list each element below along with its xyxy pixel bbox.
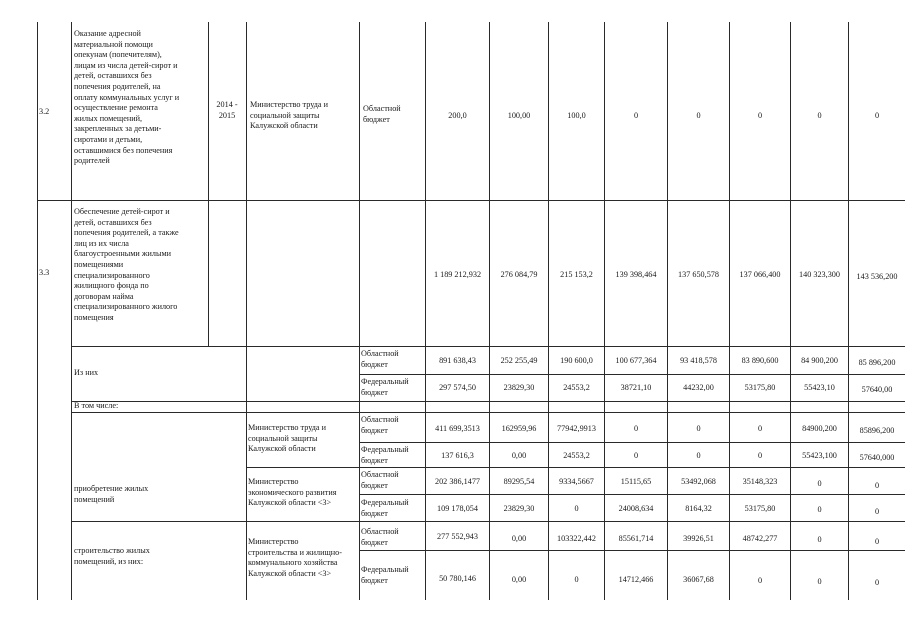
stroitelstvo-oblast-value: 48742,277 [742, 534, 778, 543]
iz-nih-oblast-value: 84 900,200 [801, 356, 838, 365]
stroitelstvo-label: строительство жилых помещений, из них: [74, 546, 150, 566]
row-3-2-value: 0 [633, 111, 639, 120]
iz-nih-federal-value: 44232,00 [683, 383, 714, 392]
stroitelstvo-federal-value: 36067,68 [683, 575, 714, 584]
stroitelstvo-federal-value: 0 [874, 578, 880, 587]
row-3-3-value: 276 084,79 [500, 270, 538, 279]
row-3-3-value: 140 323,300 [799, 270, 840, 279]
priobretenie-oblast-value: 53492,068 [681, 477, 716, 486]
iz-nih-oblast-value: 93 418,578 [680, 356, 717, 365]
mintrud-federal-value: 0 [633, 451, 639, 460]
row-line-r33-bottom [71, 346, 905, 347]
row-line-stroi-mid [359, 550, 905, 551]
mintrud-oblast-value: 411 699,3513 [435, 424, 480, 433]
priobretenie-oblast-value: 89295,54 [503, 477, 535, 486]
iz-nih-oblast-value: 100 677,364 [615, 356, 657, 365]
row-line-mintrud-mid [359, 442, 905, 443]
iz-nih-oblast-value: 252 255,49 [500, 356, 538, 365]
mintrud-oblast-value: 85896,200 [859, 426, 895, 435]
iz-nih-federal-value: 297 574,50 [439, 383, 476, 392]
priobretenie-oblast-source: Областной бюджет [361, 470, 399, 490]
mintrud-federal-value: 0 [696, 451, 701, 460]
row-3-2-value: 100,0 [567, 111, 586, 120]
row-3-2-value: 200,0 [448, 111, 467, 120]
iz-nih-oblast-value: 83 890,600 [741, 356, 779, 365]
priobretenie-oblast-value: 0 [817, 479, 822, 488]
mintrud-oblast-value: 0 [696, 424, 701, 433]
mintrud-oblast-value: 0 [633, 424, 639, 433]
stroitelstvo-oblast-value: 103322,442 [557, 534, 596, 543]
priobretenie-federal-value: 0 [817, 505, 822, 514]
row-line-r32-bottom [37, 200, 905, 201]
priobretenie-oblast-value: 202 386,1477 [434, 477, 481, 486]
stroitelstvo-oblast-value: 85561,714 [618, 534, 654, 543]
col-line-period [246, 22, 247, 600]
col-line-num [71, 22, 72, 600]
iz-nih-federal-value: 38721,10 [620, 383, 652, 392]
row-3-3-value: 137 650,578 [678, 270, 719, 279]
row-line-iznih-bottom [71, 401, 905, 402]
stroitelstvo-oblast-source: Областной бюджет [361, 527, 399, 547]
row-3-2-period: 2014 - 2015 [216, 100, 238, 120]
priobretenie-oblast-value: 9334,5667 [559, 477, 594, 486]
row-line-econ-bottom [71, 521, 905, 522]
row-3-2-value: 0 [696, 111, 701, 120]
iz-nih-federal-value: 23829,30 [503, 383, 535, 392]
col-line-executor [359, 22, 360, 600]
stroitelstvo-federal-value: 50 780,146 [439, 574, 476, 583]
priobretenie-oblast-value: 0 [874, 481, 880, 490]
priobretenie-federal-value: 53175,80 [744, 504, 776, 513]
row-3-3-value: 143 536,200 [856, 272, 898, 281]
row-3-3-value: 215 153,2 [560, 270, 593, 279]
stroitelstvo-federal-value: 14712,466 [618, 575, 654, 584]
row-3-3-value: 137 066,400 [739, 270, 781, 279]
mintrud-federal-value: 57640,000 [859, 453, 895, 462]
row-3-2-source: Областной бюджет [363, 104, 401, 124]
priobretenie-executor: Министерство экономического развития Калужской области <3> [248, 477, 337, 508]
stroitelstvo-oblast-value: 39926,51 [683, 534, 714, 543]
stroitelstvo-federal-value: 0 [574, 575, 579, 584]
row-3-3-description: Обеспечение детей-сирот и детей, оставшихся без попечения родителей, а также лиц из их числа благоустроенными жилыми помещениями специализированного жилищного фонда по договорам найма специализированного жилого помещения [74, 207, 179, 322]
stroitelstvo-oblast-value: 0 [874, 537, 880, 546]
iz-nih-oblast-value: 891 638,43 [439, 356, 476, 365]
priobretenie-federal-value: 8164,32 [685, 504, 712, 513]
mintrud-federal-source: Федеральный бюджет [361, 445, 409, 465]
v-tom-chisle-label: В том числе: [74, 401, 119, 410]
mintrud-oblast-source: Областной бюджет [361, 415, 399, 435]
mintrud-federal-value: 137 616,3 [441, 451, 474, 460]
mintrud-oblast-value: 162959,96 [501, 424, 537, 433]
stroitelstvo-federal-value: 0 [817, 577, 822, 586]
row-3-2-description: Оказание адресной материальной помощи опекунам (попечителям), лицам из числа детей-сирот и детей, оставшихся без попечения родителей, на оплату коммунальных услуг и осуществление ремонта жилых помещений, закрепленных за детьми- сиротами и детьми, оставшимися без попечения родителей [74, 29, 180, 166]
priobretenie-federal-value: 109 178,054 [437, 504, 478, 513]
iz-nih-federal-value: 24553,2 [563, 383, 590, 392]
iz-nih-federal-value: 55423,10 [804, 383, 835, 392]
priobretenie-federal-source: Федеральный бюджет [361, 498, 409, 518]
mintrud-federal-value: 55423,100 [802, 451, 837, 460]
row-line-iznih-mid [359, 374, 905, 375]
priobretenie-federal-value: 0 [574, 504, 579, 513]
row-3-2-value: 0 [817, 111, 822, 120]
mintrud-oblast-value: 77942,9913 [557, 424, 596, 433]
stroitelstvo-federal-source: Федеральный бюджет [361, 565, 409, 585]
mintrud-federal-value: 0,00 [511, 451, 527, 460]
row-line-econ-mid [359, 494, 905, 495]
row-3-2-value: 100,00 [507, 111, 531, 120]
stroitelstvo-federal-value: 0,00 [511, 575, 527, 584]
priobretenie-label: приобретение жилых помещений [74, 484, 149, 504]
mintrud-executor: Министерство труда и социальной защиты Калужской области [248, 423, 326, 454]
iz-nih-federal-value: 53175,80 [744, 383, 776, 392]
stroitelstvo-oblast-value: 0 [817, 535, 822, 544]
iz-nih-federal-source: Федеральный бюджет [361, 377, 409, 397]
stroitelstvo-executor: Министерство строительства и жилищно- коммунального хозяйства Калужской области <3> [248, 537, 343, 578]
row-3-3-number: 3.3 [39, 268, 50, 277]
row-3-3-value: 1 189 212,932 [433, 270, 482, 279]
iz-nih-label: Из них [74, 368, 99, 377]
row-3-2-value: 0 [757, 111, 763, 120]
row-3-2-executor: Министерство труда и социальной защиты Калужской области [250, 100, 328, 131]
priobretenie-federal-value: 24008,634 [618, 504, 654, 513]
row-line-mintrud-bottom [246, 467, 905, 468]
col-line-desc-lower [208, 200, 209, 346]
mintrud-federal-value: 24553,2 [563, 451, 590, 460]
iz-nih-federal-value: 57640,00 [861, 385, 893, 394]
stroitelstvo-federal-value: 0 [757, 576, 763, 585]
priobretenie-federal-value: 0 [874, 507, 880, 516]
row-line-vtom-bottom [71, 412, 905, 413]
mintrud-oblast-value: 0 [757, 424, 763, 433]
col-line-left-edge [37, 22, 38, 600]
row-3-3-value: 139 398,464 [615, 270, 657, 279]
col-line-desc [208, 22, 209, 200]
mintrud-federal-value: 0 [757, 451, 763, 460]
mintrud-oblast-value: 84900,200 [802, 424, 837, 433]
row-3-2-value: 0 [874, 111, 880, 120]
priobretenie-oblast-value: 35148,323 [742, 477, 778, 486]
iz-nih-oblast-value: 190 600,0 [560, 356, 593, 365]
iz-nih-oblast-value: 85 896,200 [858, 358, 896, 367]
stroitelstvo-oblast-value: 0,00 [511, 534, 527, 543]
priobretenie-oblast-value: 15115,65 [620, 477, 652, 486]
iz-nih-oblast-source: Областной бюджет [361, 349, 399, 369]
row-3-2-number: 3.2 [39, 107, 50, 116]
stroitelstvo-oblast-value: 277 552,943 [437, 532, 478, 541]
priobretenie-federal-value: 23829,30 [503, 504, 535, 513]
